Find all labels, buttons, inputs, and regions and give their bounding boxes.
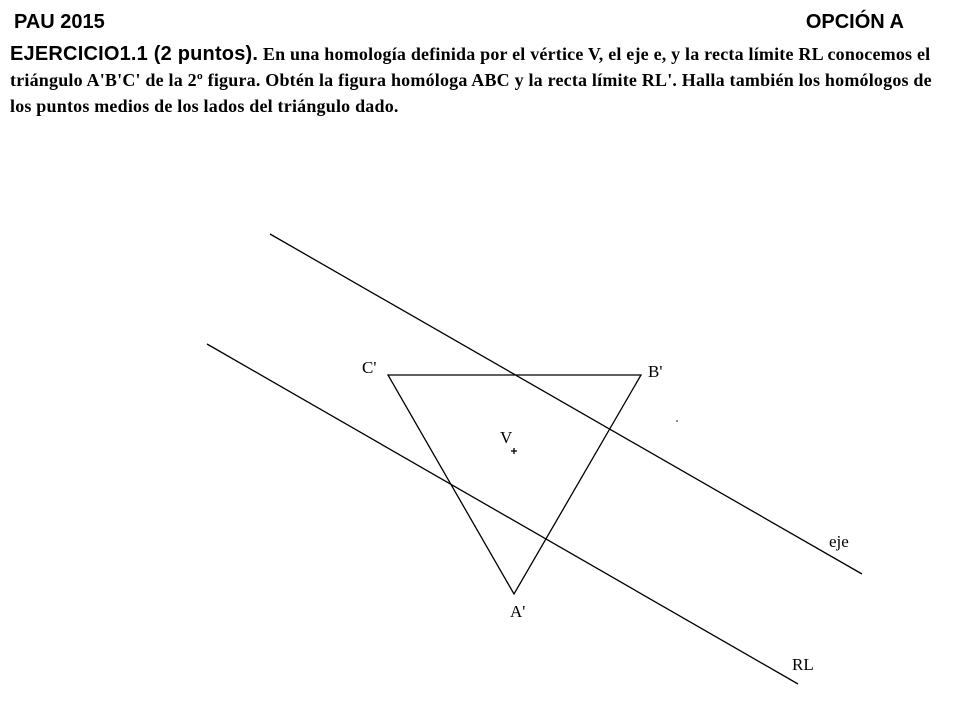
label-a-prime: A' (510, 602, 526, 621)
triangle-abc-prime (388, 375, 641, 594)
exam-year: PAU 2015 (14, 11, 105, 33)
label-b-prime: B' (648, 362, 663, 381)
axis-line (270, 234, 862, 574)
label-c-prime: C' (362, 358, 377, 377)
label-vertex: V (500, 428, 513, 447)
exercise-text: En una homología definida por el vértice V, el eje e, y la recta límite RL conocemos el triángulo A'B'C' de la 2º figura. Obtén la figura homóloga ABC y la recta límite RL'. Halla también los homólogos de los puntos medios de los lados del triángulo dado. (10, 44, 932, 116)
exercise-title: EJERCICIO1.1 (2 puntos). (10, 43, 259, 65)
option-label: OPCIÓN A (805, 11, 904, 33)
stray-dot (676, 420, 678, 422)
vertex-point (511, 448, 517, 454)
label-axis: eje (829, 532, 849, 551)
label-limit-line: RL (792, 655, 814, 674)
limit-line (207, 344, 798, 684)
